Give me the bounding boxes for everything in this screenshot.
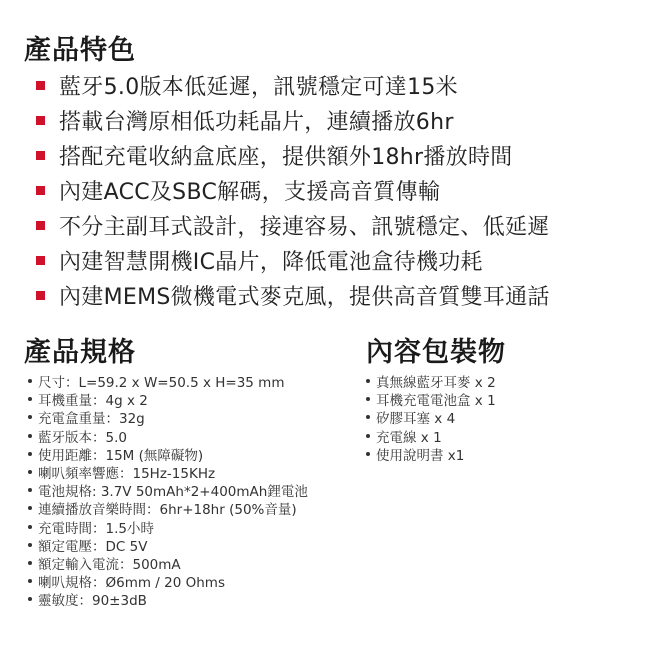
feature-text: 不分主副耳式設計，接連容易、訊號穩定、低延遲 (59, 215, 550, 240)
dot-bullet-icon (28, 597, 32, 601)
feature-item (36, 278, 550, 313)
feature-text: 搭載台灣原相低功耗晶片，連續播放6hr (59, 110, 454, 135)
dot-bullet-icon (366, 452, 370, 456)
dot-bullet-icon (366, 415, 370, 419)
features-title: 產品特色 (24, 35, 136, 66)
specs-title: 產品規格 (24, 337, 136, 368)
package-item (366, 427, 496, 445)
package-text: 真無線藍牙耳麥 x 2 (376, 375, 496, 392)
dot-bullet-icon (28, 506, 32, 510)
spec-item (28, 372, 308, 390)
feature-text: 搭配充電收納盒底座，提供額外18hr播放時間 (59, 145, 513, 170)
dot-bullet-icon (366, 434, 370, 438)
dot-bullet-icon (366, 397, 370, 401)
red-square-bullet-icon (36, 291, 45, 300)
dot-bullet-icon (28, 579, 32, 583)
feature-item (36, 208, 550, 243)
spec-text: 靈敏度：90±3dB (38, 593, 147, 610)
package-text: 矽膠耳塞 x 4 (376, 411, 456, 428)
spec-item (28, 499, 308, 517)
feature-item (36, 173, 550, 208)
feature-item (36, 103, 550, 138)
red-square-bullet-icon (36, 151, 45, 160)
feature-text: 內建智慧開機IC晶片，降低電池盒待機功耗 (59, 250, 483, 275)
package-text: 耳機充電電池盒 x 1 (376, 393, 496, 410)
dot-bullet-icon (28, 452, 32, 456)
red-square-bullet-icon (36, 256, 45, 265)
spec-item (28, 590, 308, 608)
feature-text: 內建ACC及SBC解碼，支援高音質傳輸 (59, 180, 441, 205)
spec-text: 充電盒重量：32g (38, 411, 145, 428)
dot-bullet-icon (28, 470, 32, 474)
dot-bullet-icon (366, 379, 370, 383)
spec-text: 喇叭頻率響應：15Hz-15KHz (38, 466, 216, 483)
dot-bullet-icon (28, 561, 32, 565)
red-square-bullet-icon (36, 221, 45, 230)
spec-text: 電池規格: 3.7V 50mAh*2+400mAh鋰電池 (38, 484, 308, 501)
spec-item (28, 481, 308, 499)
dot-bullet-icon (28, 543, 32, 547)
feature-item (36, 138, 550, 173)
dot-bullet-icon (28, 488, 32, 492)
spec-item (28, 427, 308, 445)
feature-text: 內建MEMS微機電式麥克風，提供高音質雙耳通話 (59, 285, 550, 310)
spec-item (28, 536, 308, 554)
feature-item (36, 243, 550, 278)
spec-text: 喇叭規格：Ø6mm / 20 Ohms (38, 575, 225, 592)
package-title: 內容包裝物 (366, 337, 506, 368)
red-square-bullet-icon (36, 116, 45, 125)
dot-bullet-icon (28, 525, 32, 529)
dot-bullet-icon (28, 379, 32, 383)
feature-item (36, 68, 550, 103)
spec-text: 連續播放音樂時間：6hr+18hr (50%音量) (38, 502, 297, 519)
spec-item (28, 408, 308, 426)
spec-item (28, 572, 308, 590)
spec-list (28, 372, 308, 608)
package-item (366, 372, 496, 390)
red-square-bullet-icon (36, 186, 45, 195)
spec-text: 使用距離：15M (無障礙物) (38, 447, 204, 464)
package-item (366, 390, 496, 408)
spec-item (28, 554, 308, 572)
spec-text: 耳機重量：4g x 2 (38, 393, 148, 410)
spec-text: 額定輸入電流：500mA (38, 556, 181, 573)
dot-bullet-icon (28, 397, 32, 401)
package-text: 使用說明書 x1 (376, 447, 465, 464)
features-list (36, 68, 550, 313)
package-list (366, 372, 496, 463)
spec-item (28, 390, 308, 408)
dot-bullet-icon (28, 415, 32, 419)
package-item (366, 445, 496, 463)
spec-text: 藍牙版本：5.0 (38, 429, 127, 446)
package-text: 充電線 x 1 (376, 429, 442, 446)
spec-text: 充電時間：1.5小時 (38, 520, 154, 537)
dot-bullet-icon (28, 434, 32, 438)
spec-item (28, 463, 308, 481)
package-item (366, 408, 496, 426)
spec-item (28, 445, 308, 463)
spec-text: 額定電壓：DC 5V (38, 538, 148, 555)
red-square-bullet-icon (36, 81, 45, 90)
spec-item (28, 518, 308, 536)
spec-text: 尺寸：L=59.2 x W=50.5 x H=35 mm (38, 375, 285, 392)
feature-text: 藍牙5.0版本低延遲，訊號穩定可達15米 (59, 75, 458, 100)
